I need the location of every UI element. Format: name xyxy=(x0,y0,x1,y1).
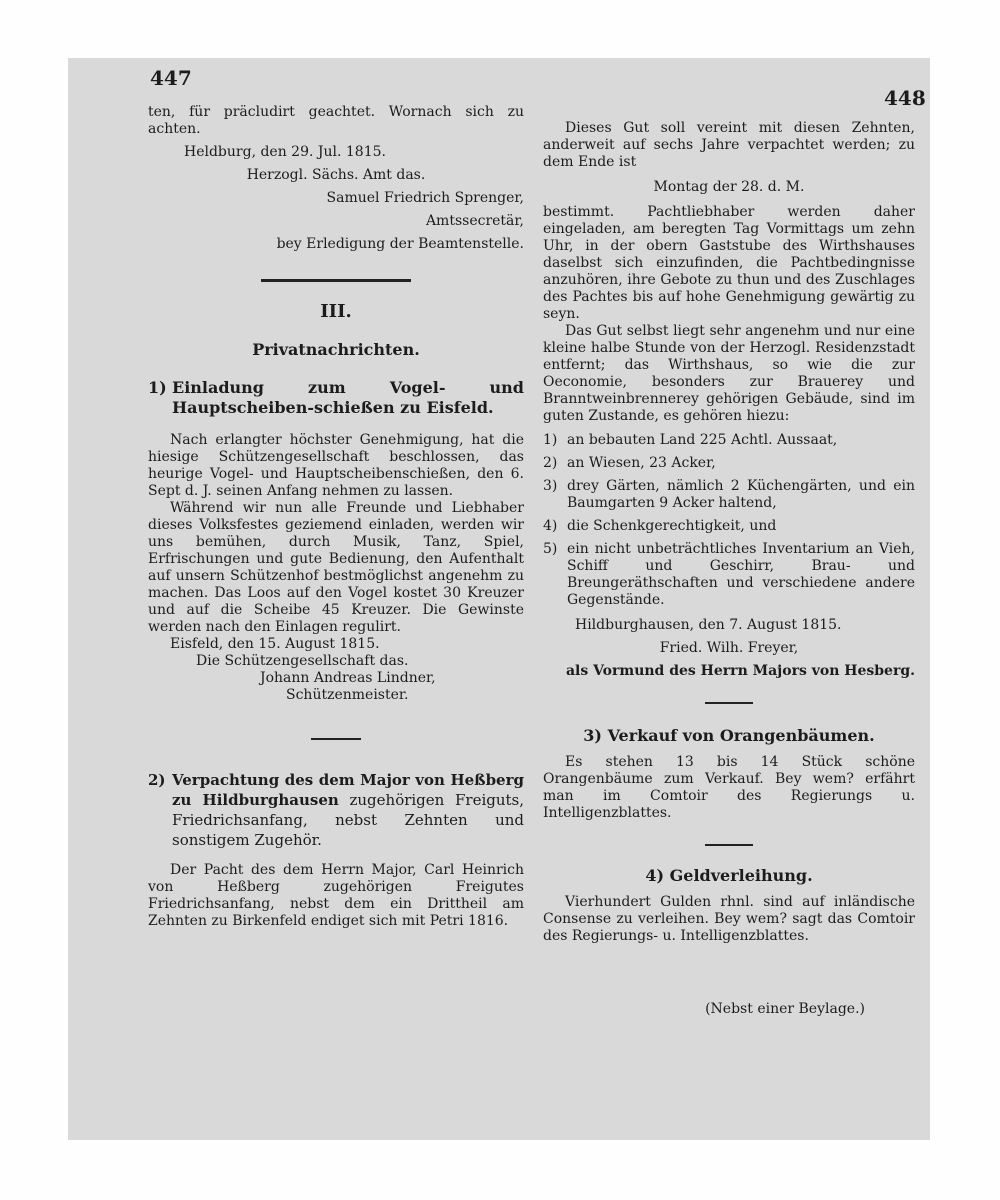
signature-role: bey Erledigung der Beamtenstelle. xyxy=(276,236,524,252)
item3-title: 3) Verkauf von Orangenbäumen. xyxy=(583,726,875,745)
item1-number: 1) xyxy=(148,378,167,397)
list-item-4-number: 4) xyxy=(543,518,558,534)
place-date: Heldburg, den 29. Jul. 1815. xyxy=(184,144,386,160)
page-number-left: 447 xyxy=(150,66,192,90)
item1-heading xyxy=(148,378,524,418)
list-item-2-number: 2) xyxy=(543,455,558,471)
item1-date: Eisfeld, den 15. August 1815. xyxy=(170,636,380,652)
list-item-1 xyxy=(543,432,915,449)
right-paragraph-1: Dieses Gut soll vereint mit diesen Zehnten, anderweit auf sechs Jahre verpachtet werden; zu dem Ende ist xyxy=(543,120,915,170)
list-item-5-text: ein nicht unbeträchtliches Inventarium an Vieh, Schiff und Geschirr, Brau- und Breungeräthschaften und verschiedene andere Gegenstände. xyxy=(567,541,915,608)
supplement-note: (Nebst einer Beylage.) xyxy=(705,1001,865,1017)
item1-title: Einladung zum Vogel- und Hauptscheiben-schießen zu Eisfeld. xyxy=(172,378,524,417)
list-item-4-text: die Schenkgerechtigkeit, und xyxy=(567,518,777,534)
section-number: III. xyxy=(320,301,352,322)
item2-title-rest: zugehörigen Freiguts, Friedrichsanfang, nebst Zehnten und sonstigem Zugehör. xyxy=(172,791,524,849)
auction-date: Montag der 28. d. M. xyxy=(653,179,805,195)
list-item-4 xyxy=(543,518,915,535)
list-item-1-number: 1) xyxy=(543,432,558,448)
item2-title-bold: Verpachtung des dem Major von Heßberg zu Hildburghausen xyxy=(172,771,524,809)
list-item-3-number: 3) xyxy=(543,478,558,494)
section-title: Privatnachrichten. xyxy=(252,340,420,359)
list-item-3-text: drey Gärten, nämlich 2 Küchengärten, und ein Baumgarten 9 Acker haltend, xyxy=(567,478,915,511)
item1-paragraph-2: Während wir nun alle Freunde und Liebhaber dieses Volksfestes geziemend einladen, werden wir uns bemühen, durch Musik, Tanz, Spiel, Erfrischungen und gute Bedienung, den Aufenthalt auf unsern Schützenhof bestmöglichst angenehm zu machen. Das Loos auf den Vogel kostet 30 Kreuzer und auf die Scheibe 45 Kreuzer. Die Gewinste werden nach den Einlagen regulirt. xyxy=(148,500,524,635)
list-item-1-text: an bebauten Land 225 Achtl. Aussaat, xyxy=(567,432,838,448)
item1-signature-name: Johann Andreas Lindner, xyxy=(260,670,436,686)
item1-signature-title: Schützenmeister. xyxy=(286,687,409,703)
continued-text: ten, für präcludirt geachtet. Wornach sich zu achten. xyxy=(148,104,524,137)
office-line: Herzogl. Sächs. Amt das. xyxy=(246,167,426,183)
right-paragraph-2: bestimmt. Pachtliebhaber werden daher eingeladen, am beregten Tag Vormittags um zehn Uhr, in der obern Gaststube des Wirthshauses daselbst sich einzufinden, die Pachtbedingnisse anzuhören, ihre Gebote zu thun und des Zuschlages des Pachtes bis auf hohe Genehmigung gewärtig zu seyn. xyxy=(543,204,915,322)
list-item-2 xyxy=(543,455,915,472)
item2-paragraph-1: Der Pacht des dem Herrn Major, Carl Heinrich von Heßberg zugehörigen Freigutes Friedrichsanfang, nebst dem ein Drittheil am Zehnten zu Birkenfeld endiget sich mit Petri 1816. xyxy=(148,862,524,929)
list-item-3 xyxy=(543,478,915,512)
item3-paragraph: Es stehen 13 bis 14 Stück schöne Orangenbäume zum Verkauf. Bey wem? erfährt man im Comtoir des Regierungs u. Intelligenzblattes. xyxy=(543,754,915,821)
right-signature-role: als Vormund des Herrn Majors von Hesberg. xyxy=(565,663,915,679)
signature-name: Samuel Friedrich Sprenger, xyxy=(326,190,524,206)
left-column xyxy=(148,104,524,930)
list-item-5-number: 5) xyxy=(543,541,558,557)
item2-heading xyxy=(148,770,524,850)
item2-number: 2) xyxy=(148,771,166,789)
item1-paragraph-1: Nach erlangter höchster Genehmigung, hat die hiesige Schützengesellschaft beschlossen, das heurige Vogel- und Hauptscheibenschießen, den 6. Sept d. J. seinen Anfang nehmen zu lassen. xyxy=(148,432,524,499)
right-paragraph-3: Das Gut selbst liegt sehr angenehm und nur eine kleine halbe Stunde von der Herzogl. Residenzstadt entfernt; das Wirthshaus, so wie die zur Oeconomie, besonders zur Brauerey und Branntweinbrennerey gehörigen Gebäude, sind im guten Zustande, es gehören hiezu: xyxy=(543,323,915,424)
item4-paragraph: Vierhundert Gulden rhnl. sind auf inländische Consense zu verleihen. Bey wem? sagt das Comtoir des Regierungs- u. Intelligenzblattes. xyxy=(543,894,915,944)
right-column xyxy=(543,120,915,1018)
signature-title: Amtssecretär, xyxy=(425,213,524,229)
right-place-date: Hildburghausen, den 7. August 1815. xyxy=(575,617,842,633)
item1-signature-society: Die Schützengesellschaft das. xyxy=(196,653,409,669)
list-item-5 xyxy=(543,541,915,609)
page-number-right: 448 xyxy=(884,86,926,110)
item4-title: 4) Geldverleihung. xyxy=(645,866,813,885)
list-item-2-text: an Wiesen, 23 Acker, xyxy=(567,455,716,471)
right-signature-name: Fried. Wilh. Freyer, xyxy=(659,640,799,656)
